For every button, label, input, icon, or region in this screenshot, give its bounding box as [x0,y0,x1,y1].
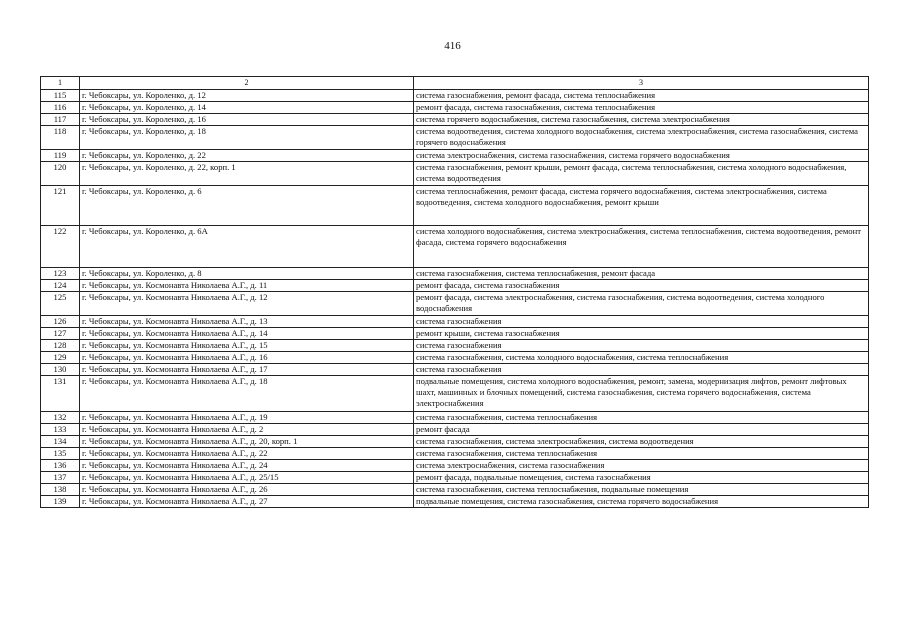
row-number: 120 [41,162,80,186]
row-address: г. Чебоксары, ул. Космонавта Николаева А.Г., д. 26 [80,484,414,496]
row-works: система электроснабжения, система газоснабжения [414,460,869,472]
row-number: 135 [41,448,80,460]
row-works: ремонт крыши, система газоснабжения [414,328,869,340]
table-row [41,352,869,364]
row-works: система электроснабжения, система газоснабжения, система горячего водоснабжения [414,150,869,162]
table-row [41,472,869,484]
row-number: 130 [41,364,80,376]
table-row [41,90,869,102]
row-number: 134 [41,436,80,448]
row-works: система теплоснабжения, ремонт фасада, система горячего водоснабжения, система электроснабжения, система водоотведения, система холодного водоснабжения, ремонт крыши [414,186,869,226]
row-address: г. Чебоксары, ул. Космонавта Николаева А.Г., д. 27 [80,496,414,508]
row-works: система газоснабжения, система теплоснабжения, подвальные помещения [414,484,869,496]
row-works: система горячего водоснабжения, система газоснабжения, система электроснабжения [414,114,869,126]
table-row [41,114,869,126]
table-row [41,268,869,280]
row-works: система газоснабжения [414,316,869,328]
row-address: г. Чебоксары, ул. Космонавта Николаева А.Г., д. 14 [80,328,414,340]
row-address: г. Чебоксары, ул. Короленко, д. 18 [80,126,414,150]
row-number: 133 [41,424,80,436]
row-number: 116 [41,102,80,114]
row-number: 136 [41,460,80,472]
row-number: 128 [41,340,80,352]
table-row [41,292,869,316]
table-row [41,412,869,424]
row-works: ремонт фасада, система электроснабжения, система газоснабжения, система водоотведения, система холодного водоснабжения [414,292,869,316]
row-number: 127 [41,328,80,340]
table-row [41,328,869,340]
row-number: 126 [41,316,80,328]
row-number: 132 [41,412,80,424]
row-works: система газоснабжения, система теплоснабжения [414,448,869,460]
row-address: г. Чебоксары, ул. Короленко, д. 8 [80,268,414,280]
row-works: ремонт фасада, подвальные помещения, система газоснабжения [414,472,869,484]
table-row [41,436,869,448]
table-row [41,150,869,162]
row-address: г. Чебоксары, ул. Космонавта Николаева А.Г., д. 11 [80,280,414,292]
table-row [41,226,869,268]
row-works: система газоснабжения [414,364,869,376]
row-number: 124 [41,280,80,292]
row-address: г. Чебоксары, ул. Космонавта Николаева А.Г., д. 19 [80,412,414,424]
row-works: система газоснабжения [414,340,869,352]
table-header-row [41,77,869,90]
table-row [41,280,869,292]
row-number: 115 [41,90,80,102]
row-address: г. Чебоксары, ул. Короленко, д. 12 [80,90,414,102]
row-address: г. Чебоксары, ул. Космонавта Николаева А.Г., д. 2 [80,424,414,436]
row-address: г. Чебоксары, ул. Космонавта Николаева А.Г., д. 16 [80,352,414,364]
table-row [41,316,869,328]
table-row [41,448,869,460]
row-number: 125 [41,292,80,316]
table-row [41,126,869,150]
table-row [41,460,869,472]
row-address: г. Чебоксары, ул. Космонавта Николаева А.Г., д. 24 [80,460,414,472]
table-row [41,376,869,412]
table-row [41,364,869,376]
column-header-number: 1 [41,77,80,90]
row-number: 138 [41,484,80,496]
row-number: 129 [41,352,80,364]
table-row [41,186,869,226]
table-row [41,424,869,436]
row-works: система газоснабжения, система теплоснабжения [414,412,869,424]
row-address: г. Чебоксары, ул. Короленко, д. 16 [80,114,414,126]
row-address: г. Чебоксары, ул. Короленко, д. 6А [80,226,414,268]
row-works: система холодного водоснабжения, система электроснабжения, система теплоснабжения, система водоотведения, ремонт фасада, система горячего водоснабжения [414,226,869,268]
column-header-address: 2 [80,77,414,90]
work-list-table [40,76,869,508]
row-works: система газоснабжения, ремонт крыши, ремонт фасада, система теплоснабжения, система холодного водоснабжения, система водоотведения [414,162,869,186]
row-works: ремонт фасада [414,424,869,436]
row-works: система газоснабжения, система холодного водоснабжения, система теплоснабжения [414,352,869,364]
table-row [41,102,869,114]
row-number: 122 [41,226,80,268]
table-row [41,484,869,496]
row-number: 117 [41,114,80,126]
row-address: г. Чебоксары, ул. Короленко, д. 22, корп. 1 [80,162,414,186]
row-number: 123 [41,268,80,280]
row-address: г. Чебоксары, ул. Космонавта Николаева А.Г., д. 13 [80,316,414,328]
row-works: система газоснабжения, система электроснабжения, система водоотведения [414,436,869,448]
table-body [41,90,869,508]
row-number: 131 [41,376,80,412]
row-number: 118 [41,126,80,150]
table-row [41,496,869,508]
row-works: система газоснабжения, система теплоснабжения, ремонт фасада [414,268,869,280]
row-works: подвальные помещения, система газоснабжения, система горячего водоснабжения [414,496,869,508]
row-address: г. Чебоксары, ул. Космонавта Николаева А.Г., д. 12 [80,292,414,316]
row-address: г. Чебоксары, ул. Космонавта Николаева А.Г., д. 17 [80,364,414,376]
row-address: г. Чебоксары, ул. Короленко, д. 14 [80,102,414,114]
row-works: подвальные помещения, система холодного водоснабжения, ремонт, замена, модернизация лифтов, ремонт лифтовых шахт, машинных и блочных помещений, система газоснабжения, система горячего водоснабжения, система электроснабжения [414,376,869,412]
row-number: 121 [41,186,80,226]
table-row [41,340,869,352]
table-row [41,162,869,186]
column-header-works: 3 [414,77,869,90]
row-address: г. Чебоксары, ул. Космонавта Николаева А.Г., д. 25/15 [80,472,414,484]
row-works: ремонт фасада, система газоснабжения [414,280,869,292]
page-number: 416 [444,40,461,52]
row-number: 139 [41,496,80,508]
row-works: система газоснабжения, ремонт фасада, система теплоснабжения [414,90,869,102]
row-works: система водоотведения, система холодного водоснабжения, система электроснабжения, система газоснабжения, система горячего водоснабжения [414,126,869,150]
row-address: г. Чебоксары, ул. Короленко, д. 22 [80,150,414,162]
row-address: г. Чебоксары, ул. Космонавта Николаева А.Г., д. 20, корп. 1 [80,436,414,448]
row-address: г. Чебоксары, ул. Короленко, д. 6 [80,186,414,226]
row-number: 119 [41,150,80,162]
row-works: ремонт фасада, система газоснабжения, система теплоснабжения [414,102,869,114]
row-address: г. Чебоксары, ул. Космонавта Николаева А.Г., д. 22 [80,448,414,460]
row-address: г. Чебоксары, ул. Космонавта Николаева А.Г., д. 15 [80,340,414,352]
row-address: г. Чебоксары, ул. Космонавта Николаева А.Г., д. 18 [80,376,414,412]
row-number: 137 [41,472,80,484]
